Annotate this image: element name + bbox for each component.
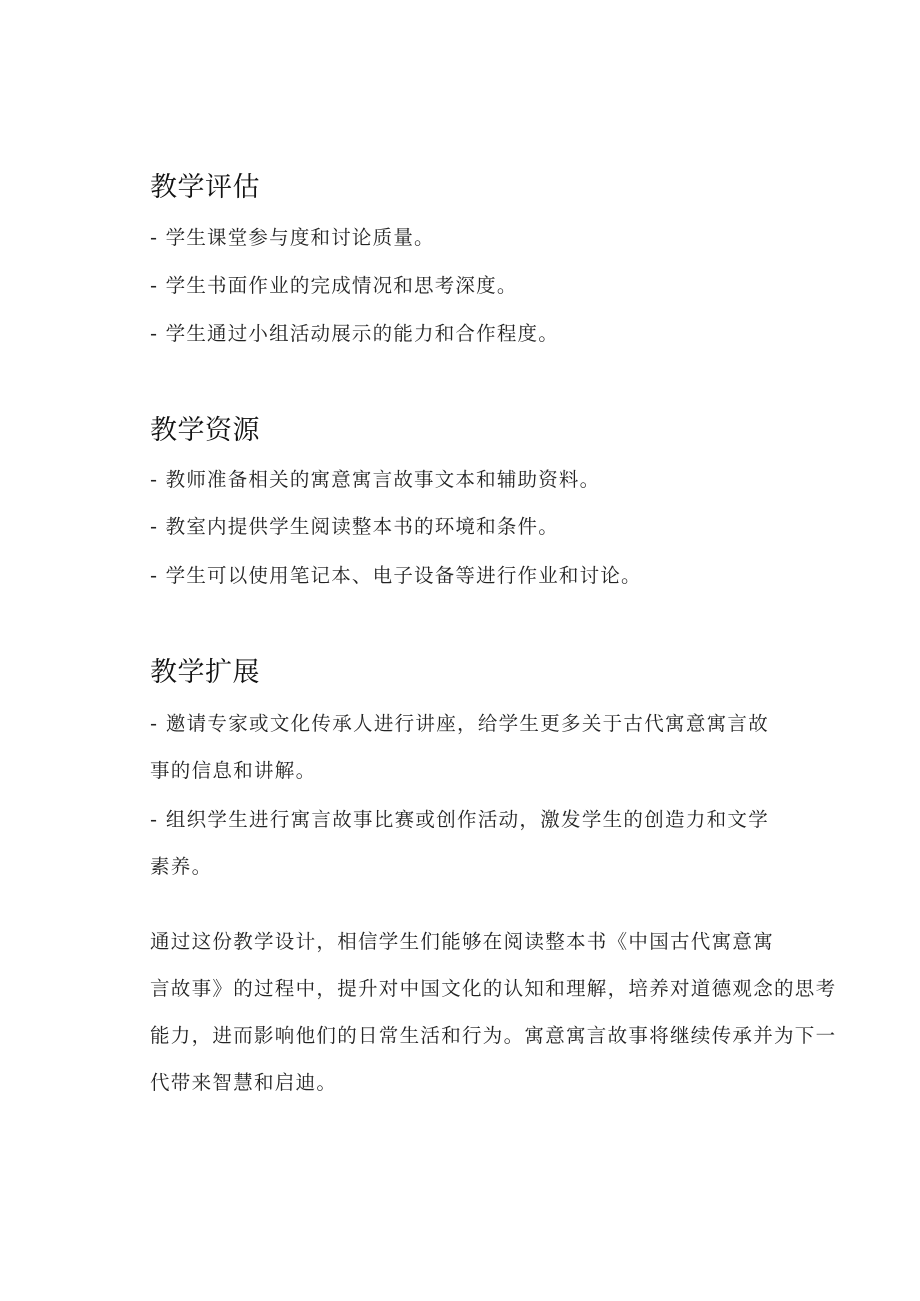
list-item: - 学生通过小组活动展示的能力和合作程度。	[150, 322, 559, 345]
list-item: - 学生可以使用笔记本、电子设备等进行作业和讨论。	[150, 564, 642, 587]
paragraph-line: - 组织学生进行寓言故事比赛或创作活动，激发学生的创造力和文学	[150, 808, 770, 831]
paragraph-line: 事的信息和讲解。	[150, 759, 317, 782]
paragraph-line: 素养。	[150, 855, 213, 878]
extension-paragraph-2	[150, 796, 810, 890]
list-item: - 教师准备相关的寓意寓言故事文本和辅助资料。	[150, 468, 601, 491]
conclusion-paragraph	[150, 918, 837, 1106]
list-item: - 学生书面作业的完成情况和思考深度。	[150, 274, 518, 297]
list-item: - 教室内提供学生阅读整本书的环境和条件。	[150, 515, 559, 538]
extension-paragraph-1	[150, 700, 810, 794]
paragraph-line: - 邀请专家或文化传承人进行讲座，给学生更多关于古代寓意寓言故	[150, 712, 770, 735]
section-heading-extension: 教学扩展	[150, 657, 260, 688]
section-heading-resources: 教学资源	[150, 415, 260, 446]
section-heading-assessment: 教学评估	[150, 172, 260, 203]
paragraph-line: 通过这份教学设计，相信学生们能够在阅读整本书《中国古代寓意寓	[150, 930, 775, 953]
paragraph-line: 能力，进而影响他们的日常生活和行为。寓意寓言故事将继续传承并为下一	[150, 1024, 837, 1047]
paragraph-line: 言故事》的过程中，提升对中国文化的认知和理解，培养对道德观念的思考	[150, 977, 837, 1000]
paragraph-line: 代带来智慧和启迪。	[150, 1071, 338, 1094]
list-item: - 学生课堂参与度和讨论质量。	[150, 226, 435, 249]
